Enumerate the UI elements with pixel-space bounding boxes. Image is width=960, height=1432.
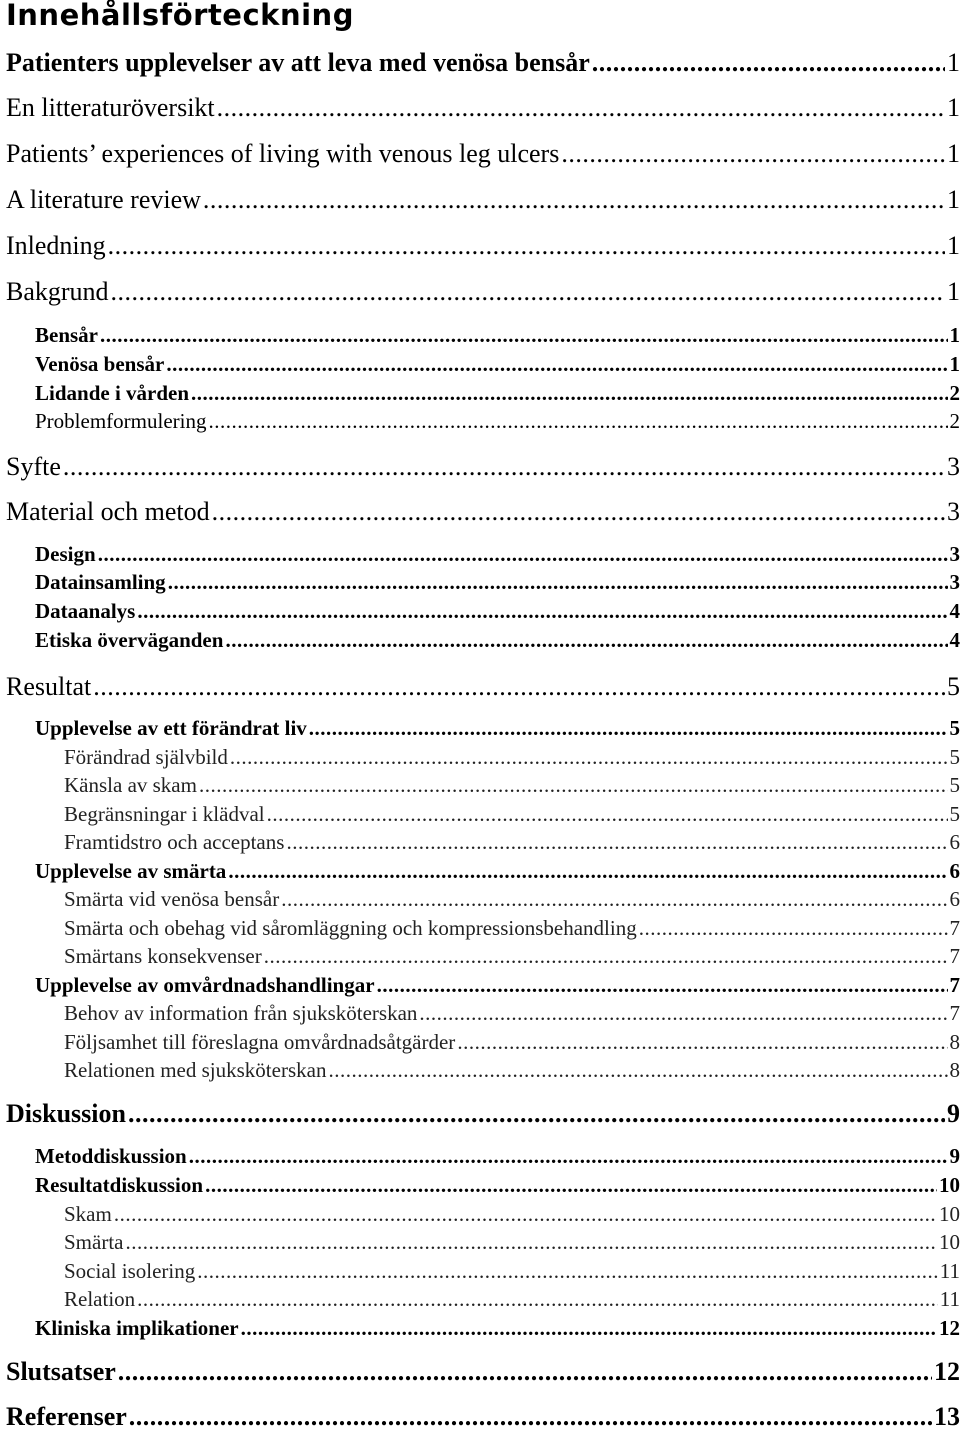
toc-leader-dots (191, 381, 947, 406)
toc-leader-dots (197, 1259, 938, 1284)
toc-leader-dots (225, 628, 947, 653)
toc-entry-label: Patienters upplevelser av att leva med venösa bensår (6, 48, 590, 78)
toc-page-number: 2 (950, 381, 960, 406)
toc-leader-dots (93, 672, 945, 702)
toc-entry-label: Design (35, 542, 96, 567)
toc-page-number: 1 (947, 139, 960, 169)
toc-entry[interactable] (35, 323, 960, 348)
toc-entry[interactable] (64, 1287, 960, 1312)
toc-page-number: 5 (950, 773, 960, 798)
toc-leader-dots (377, 973, 948, 998)
toc-page-number: 8 (950, 1058, 960, 1083)
toc-entry-label: Diskussion (6, 1099, 126, 1129)
toc-leader-dots (457, 1030, 947, 1055)
toc-entry-label: Venösa bensår (35, 352, 164, 377)
toc-page-number: 1 (947, 93, 960, 123)
toc-leader-dots (108, 231, 945, 261)
toc-entry[interactable] (35, 628, 960, 653)
toc-entry[interactable] (64, 830, 960, 855)
toc-page-number: 1 (947, 48, 960, 78)
toc-leader-dots (166, 352, 947, 377)
toc-entry[interactable] (64, 887, 960, 912)
toc-leader-dots (208, 409, 947, 434)
toc-leader-dots (561, 139, 945, 169)
toc-page-number: 5 (950, 745, 960, 770)
toc-page-number: 9 (950, 1144, 960, 1169)
toc-leader-dots (114, 1202, 937, 1227)
toc-page-number: 12 (939, 1316, 960, 1341)
toc-entry[interactable] (35, 859, 960, 884)
toc-leader-dots (419, 1001, 947, 1026)
toc-page-number: 7 (950, 944, 960, 969)
toc-page-number: 3 (950, 570, 960, 595)
toc-entry[interactable] (6, 139, 960, 169)
toc-entry-label: Bensår (35, 323, 98, 348)
toc-entry-label: Upplevelse av omvårdnadshandlingar (35, 973, 375, 998)
toc-entry-label: Upplevelse av smärta (35, 859, 226, 884)
toc-entry-label: Skam (64, 1202, 112, 1227)
toc-entry-label: Smärtans konsekvenser (64, 944, 262, 969)
toc-entry[interactable] (6, 1357, 960, 1387)
toc-entry[interactable] (6, 1099, 960, 1129)
toc-leader-dots (129, 1402, 932, 1432)
toc-entry-label: Patients’ experiences of living with venous leg ulcers (6, 139, 559, 169)
toc-entry-label: Behov av information från sjuksköterskan (64, 1001, 417, 1026)
toc-entry[interactable] (64, 745, 960, 770)
toc-page-number: 10 (939, 1173, 960, 1198)
toc-leader-dots (168, 570, 948, 595)
toc-page-number: 1 (947, 185, 960, 215)
toc-leader-dots (281, 887, 947, 912)
toc-entry[interactable] (6, 277, 960, 307)
toc-entry[interactable] (35, 973, 960, 998)
toc-entry[interactable] (64, 1230, 960, 1255)
toc-entry[interactable] (64, 773, 960, 798)
toc-page-number: 9 (947, 1099, 960, 1129)
toc-page-number: 8 (950, 1030, 960, 1055)
toc-page-number: 3 (950, 542, 960, 567)
toc-entry-label: Lidande i vården (35, 381, 189, 406)
toc-entry-label: A literature review (6, 185, 201, 215)
toc-leader-dots (286, 830, 947, 855)
toc-entry[interactable] (6, 672, 960, 702)
toc-entry-label: Problemformulering (35, 409, 206, 434)
toc-entry-label: Datainsamling (35, 570, 166, 595)
toc-page-number: 6 (950, 830, 960, 855)
toc-entry-label: Relationen med sjuksköterskan (64, 1058, 326, 1083)
toc-leader-dots (199, 773, 948, 798)
toc-entry[interactable] (35, 1316, 960, 1341)
toc-entry-label: En litteraturöversikt (6, 93, 215, 123)
toc-leader-dots (212, 497, 945, 527)
toc-entry-label: Social isolering (64, 1259, 195, 1284)
toc-entry[interactable] (6, 452, 960, 482)
toc-entry[interactable] (35, 1144, 960, 1169)
toc-entry-label: Känsla av skam (64, 773, 197, 798)
toc-page-number: 3 (947, 497, 960, 527)
toc-leader-dots (111, 277, 945, 307)
toc-entry-label: Kliniska implikationer (35, 1316, 239, 1341)
toc-page-number: 1 (947, 277, 960, 307)
toc-entry-label: Syfte (6, 452, 61, 482)
toc-page-number: 5 (950, 802, 960, 827)
toc-entry[interactable] (35, 570, 960, 595)
toc-entry[interactable] (6, 497, 960, 527)
toc-leader-dots (264, 944, 948, 969)
toc-page-number: 6 (950, 859, 960, 884)
toc-page-number: 10 (939, 1230, 960, 1255)
toc-leader-dots (118, 1357, 932, 1387)
toc-entry-label: Smärta (64, 1230, 123, 1255)
toc-entry-label: Metoddiskussion (35, 1144, 187, 1169)
toc-entry[interactable] (6, 1402, 960, 1432)
toc-entry[interactable] (64, 916, 960, 941)
toc-leader-dots (100, 323, 948, 348)
toc-page-number: 5 (947, 672, 960, 702)
toc-page-number: 7 (950, 973, 960, 998)
toc-leader-dots (217, 93, 945, 123)
toc-entry[interactable] (6, 48, 960, 78)
toc-entry-label: Dataanalys (35, 599, 135, 624)
toc-entry[interactable] (6, 93, 960, 123)
toc-entry-label: Följsamhet till föreslagna omvårdnadsåtgärder (64, 1030, 455, 1055)
toc-title: Innehållsförteckning (6, 0, 354, 32)
toc-leader-dots (189, 1144, 948, 1169)
toc-entry-label: Framtidstro och acceptans (64, 830, 284, 855)
toc-page-number: 7 (950, 1001, 960, 1026)
toc-entry-label: Relation (64, 1287, 135, 1312)
toc-page-number: 3 (947, 452, 960, 482)
toc-leader-dots (98, 542, 948, 567)
toc-leader-dots (125, 1230, 937, 1255)
toc-entry[interactable] (64, 1030, 960, 1055)
toc-leader-dots (203, 185, 945, 215)
toc-leader-dots (137, 1287, 938, 1312)
toc-entry-label: Resultatdiskussion (35, 1173, 203, 1198)
toc-page-number: 1 (947, 231, 960, 261)
toc-entry-label: Resultat (6, 672, 91, 702)
toc-entry[interactable] (64, 944, 960, 969)
toc-page-number: 4 (950, 628, 960, 653)
toc-entry[interactable] (64, 1001, 960, 1026)
toc-page-number: 12 (934, 1357, 960, 1387)
toc-entry-label: Smärta vid venösa bensår (64, 887, 279, 912)
toc-entry[interactable] (35, 542, 960, 567)
toc-page-number: 1 (950, 323, 960, 348)
toc-page-number: 2 (950, 409, 960, 434)
toc-entry-label: Material och metod (6, 497, 210, 527)
toc-page-number: 6 (950, 887, 960, 912)
toc-entry[interactable] (64, 802, 960, 827)
toc-leader-dots (592, 48, 945, 78)
toc-entry-label: Bakgrund (6, 277, 109, 307)
toc-entry[interactable] (6, 231, 960, 261)
toc-leader-dots (328, 1058, 947, 1083)
toc-page-number: 11 (940, 1287, 960, 1312)
toc-leader-dots (228, 859, 947, 884)
toc-entry[interactable] (35, 599, 960, 624)
toc-leader-dots (205, 1173, 937, 1198)
toc-entry[interactable] (35, 409, 960, 434)
toc-page-number: 4 (950, 599, 960, 624)
toc-entry[interactable] (35, 716, 960, 741)
toc-page-number: 13 (934, 1402, 960, 1432)
toc-page-number: 5 (950, 716, 960, 741)
toc-entry-label: Inledning (6, 231, 106, 261)
toc-leader-dots (639, 916, 948, 941)
toc-page-number: 7 (950, 916, 960, 941)
toc-entry[interactable] (64, 1058, 960, 1083)
toc-leader-dots (241, 1316, 937, 1341)
toc-entry[interactable] (64, 1202, 960, 1227)
toc-leader-dots (137, 599, 947, 624)
toc-leader-dots (128, 1099, 945, 1129)
toc-entry[interactable] (64, 1259, 960, 1284)
toc-entry-label: Etiska överväganden (35, 628, 223, 653)
toc-leader-dots (309, 716, 948, 741)
toc-entry[interactable] (35, 352, 960, 377)
toc-entry-label: Slutsatser (6, 1357, 116, 1387)
toc-entry[interactable] (6, 185, 960, 215)
toc-page-number: 11 (940, 1259, 960, 1284)
toc-entry-label: Förändrad självbild (64, 745, 228, 770)
toc-leader-dots (267, 802, 948, 827)
toc-entry-label: Begränsningar i klädval (64, 802, 265, 827)
toc-leader-dots (230, 745, 948, 770)
toc-page-number: 10 (939, 1202, 960, 1227)
toc-entry[interactable] (35, 381, 960, 406)
toc-page-number: 1 (950, 352, 960, 377)
toc-entry[interactable] (35, 1173, 960, 1198)
toc-entry-label: Smärta och obehag vid såromläggning och kompressionsbehandling (64, 916, 637, 941)
toc-entry-label: Upplevelse av ett förändrat liv (35, 716, 307, 741)
toc-leader-dots (63, 452, 945, 482)
toc-entry-label: Referenser (6, 1402, 127, 1432)
